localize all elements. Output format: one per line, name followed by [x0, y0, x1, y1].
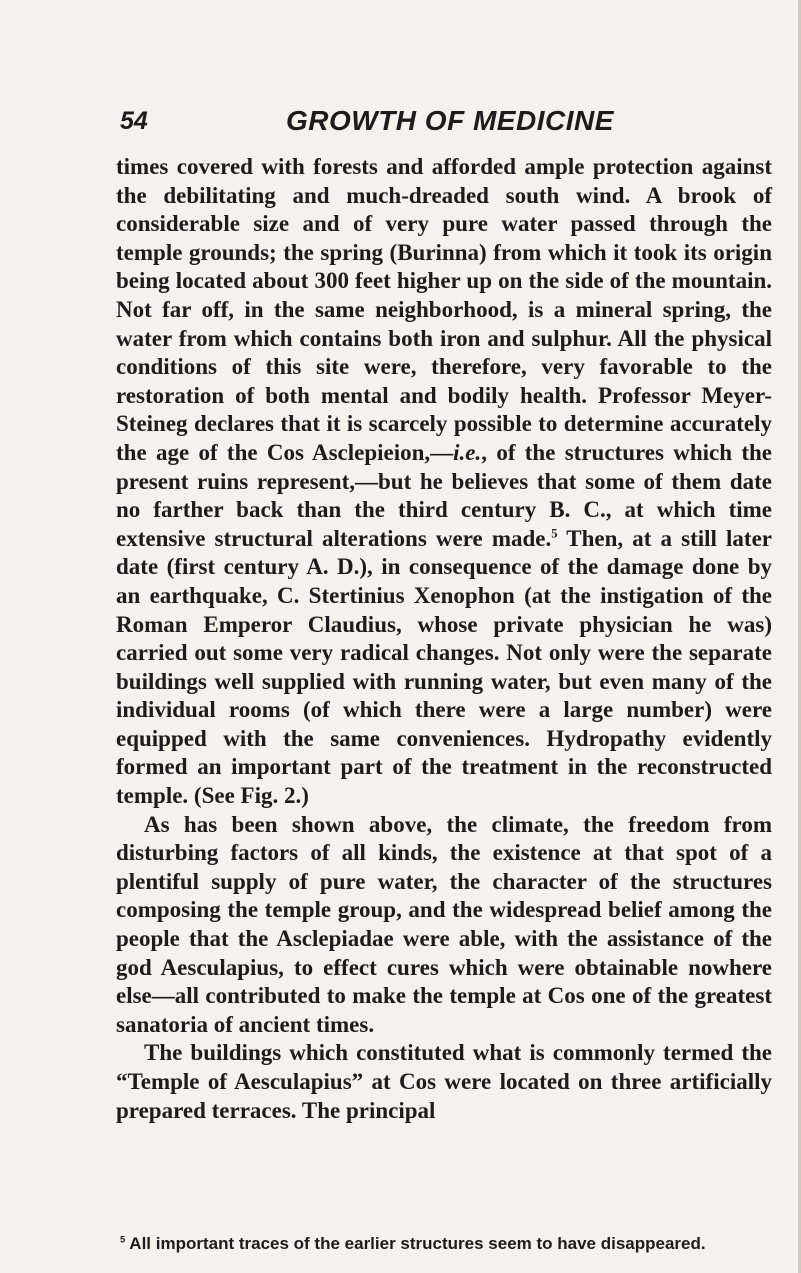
- paragraph-1: [116, 153, 772, 811]
- footnote-text: All important traces of the earlier structures seem to have disappeared.: [125, 1234, 706, 1253]
- footnote-reference: 5: [551, 526, 558, 541]
- paragraph-1-part-1: times covered with forests and afforded ample protection against the debilitating and much-dreaded south wind. A brook of considerable size and of very pure water passed through the temple grounds; the spring (Burinna) from which it took its origin being located about 300 feet higher up on the side of the mountain. Not far off, in the same neighborhood, is a mineral spring, the water from which contains both iron and sulphur. All the physical conditions of this site were, therefore, very favorable to the restoration of both mental and bodily health. Professor Meyer-Steineg declares that it is scarcely possible to determine accurately the age of the Cos Asclepieion,—: [116, 154, 772, 465]
- footnote: [116, 1233, 772, 1255]
- running-header: [120, 103, 680, 139]
- paragraph-1-part-3: Then, at a still later date (first century A. D.), in consequence of the damage done by an earthquake, C. Stertinius Xenophon (at the instigation of the Roman Emperor Claudius, whose private physician he was) carried out some very radical changes. Not only were the separate buildings well supplied with running water, but even many of the individual rooms (of which there were a large number) were equipped with the same conveniences. Hydropathy evidently formed an important part of the treatment in the reconstructed temple. (See Fig. 2.): [116, 525, 772, 809]
- page-number: 54: [120, 107, 148, 135]
- footnote-marker: 5: [120, 1234, 126, 1245]
- paragraph-1-part-2: , of the structures which the present ruins represent,—but he believes that some of them date no farther back than the third century B. C., at which time extensive structural alterations were made.: [116, 439, 772, 551]
- running-title: GROWTH OF MEDICINE: [286, 105, 614, 136]
- body-text: [116, 153, 772, 1125]
- paragraph-2: As has been shown above, the climate, the freedom from disturbing factors of all kinds, the existence at that spot of a plentiful supply of pure water, the character of the structures composing the temple group, and the widespread belief among the people that the Asclepiadae were able, with the assistance of the god Aesculapius, to effect cures which were obtainable nowhere else—all contributed to make the temple at Cos one of the greatest sanatoria of ancient times.: [116, 811, 772, 1037]
- ie-abbreviation: i.e.: [453, 439, 482, 465]
- paragraph-3: The buildings which constituted what is commonly termed the “Temple of Aesculapius” at Cos were located on three artificially prepared terraces. The principal: [116, 1040, 772, 1123]
